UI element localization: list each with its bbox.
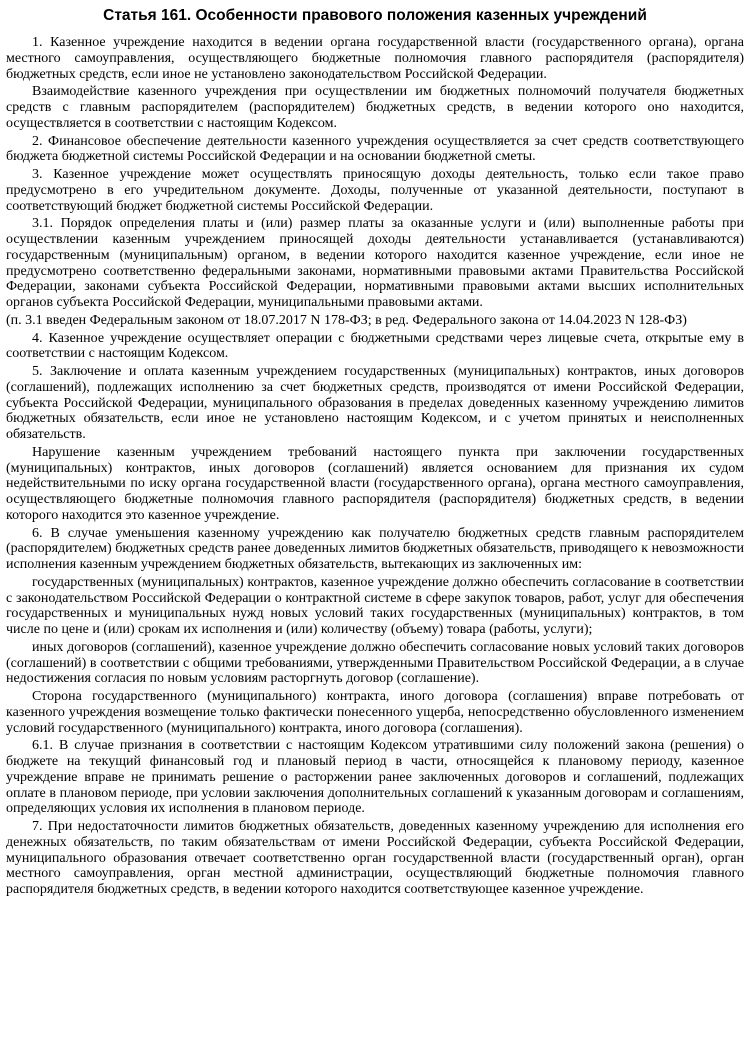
- paragraph-5-violation: Нарушение казенным учреждением требований настоящего пункта при заключении государственных (муниципальных) контрактов, иных договоров (соглашений) является основанием для признания их судом недействительными по иску органа государственной власти (государственного органа), органа местного самоуправления, осуществляющего бюджетные полномочия главного распорядителя (распорядителя) бюджетных средств, в ведении которого находится это казенное учреждение.: [6, 444, 744, 523]
- paragraph-6: 6. В случае уменьшения казенному учреждению как получателю бюджетных средств главным распорядителем (распорядителем) бюджетных средств ранее доведенных лимитов бюджетных обязательств, приводящего к невозможности исполнения казенным учреждением бюджетных обязательств, вытекающих из заключенных им:: [6, 525, 744, 572]
- paragraph-2: 2. Финансовое обеспечение деятельности казенного учреждения осуществляется за счет средств соответствующего бюджета бюджетной системы Российской Федерации и на основании бюджетной сметы.: [6, 133, 744, 165]
- article-body: [6, 35, 744, 898]
- paragraph-6-party: Сторона государственного (муниципального) контракта, иного договора (соглашения) вправе потребовать от казенного учреждения возмещение только фактически понесенного ущерба, непосредственно обусловленного изменением условий государственного (муниципального) контракта, иного договора (соглашения).: [6, 689, 744, 736]
- paragraph-1: 1. Казенное учреждение находится в ведении органа государственной власти (государственного органа), органа местного самоуправления, осуществляющего бюджетные полномочия главного распорядителя (распорядителя) бюджетных средств, если иное не установлено законодательством Российской Федерации.: [6, 35, 744, 82]
- paragraph-1-interaction: Взаимодействие казенного учреждения при осуществлении им бюджетных полномочий получателя бюджетных средств с главным распорядителем (распорядителем) бюджетных средств, в ведении которого оно находится, осуществляется в соответствии с настоящим Кодексом.: [6, 84, 744, 131]
- paragraph-3-1: 3.1. Порядок определения платы и (или) размер платы за оказанные услуги и (или) выполненные работы при осуществлении казенным учреждением приносящей доходы деятельности устанавливается (устанавливаются) государственным (муниципальным) органом, в ведении которого находится казенное учреждение, если иное не предусмотрено соответственно федеральными законами, нормативными правовыми актами Правительства Российской Федерации, законами субъекта Российской Федерации, нормативными правовыми актами высших исполнительных органов субъекта Российской Федерации, муниципальными правовыми актами.: [6, 216, 744, 310]
- paragraph-6-contracts: государственных (муниципальных) контрактов, казенное учреждение должно обеспечить согласование в соответствии с законодательством Российской Федерации о контрактной системе в сфере закупок товаров, работ, услуг для обеспечения государственных и муниципальных нужд новых условий таких государственных (муниципальных) контрактов, в том числе по цене и (или) срокам их исполнения и (или) количеству (объему) товара (работы, услуги);: [6, 574, 744, 637]
- article-title: Статья 161. Особенности правового положения казенных учреждений: [103, 7, 647, 24]
- paragraph-3: 3. Казенное учреждение может осуществлять приносящую доходы деятельность, только если такое право предусмотрено в его учредительном документе. Доходы, полученные от указанной деятельности, поступают в соответствующий бюджет бюджетной системы Российской Федерации.: [6, 167, 744, 214]
- paragraph-6-1: 6.1. В случае признания в соответствии с настоящим Кодексом утратившими силу положений закона (решения) о бюджете на текущий финансовый год и плановый период в части, относящейся к плановому периоду, казенное учреждение вправе не принимать решение о расторжении ранее заключенных договоров и соглашений, подлежащих оплате в плановом периоде, при условии заключения дополнительных соглашений к указанным договорам и соглашениям, определяющих условия их исполнения в плановом периоде.: [6, 738, 744, 817]
- paragraph-6-agreements: иных договоров (соглашений), казенное учреждение должно обеспечить согласование новых условий таких договоров (соглашений) в соответствии с общими требованиями, утвержденными Правительством Российской Федерации, а в случае недостижения согласия по новым условиям расторгнуть договор (соглашение).: [6, 639, 744, 687]
- paragraph-5: 5. Заключение и оплата казенным учреждением государственных (муниципальных) контрактов, иных договоров (соглашений), подлежащих исполнению за счет бюджетных средств, производятся от имени Российской Федерации, субъекта Российской Федерации, муниципального образования в пределах доведенных казенному учреждению лимитов бюджетных обязательств, если иное не установлено настоящим Кодексом, и с учетом принятых и неисполненных обязательств.: [6, 364, 744, 442]
- amendment-note: (п. 3.1 введен Федеральным законом от 18.07.2017 N 178-ФЗ; в ред. Федерального закона от 14.04.2023 N 128-ФЗ): [6, 312, 687, 328]
- paragraph-4: 4. Казенное учреждение осуществляет операции с бюджетными средствами через лицевые счета, открытые ему в соответствии с настоящим Кодексом.: [6, 330, 744, 362]
- paragraph-7: 7. При недостаточности лимитов бюджетных обязательств, доведенных казенному учреждению для исполнения его денежных обязательств, по таким обязательствам от имени Российской Федерации, субъекта Российской Федерации, муниципального образования отвечает соответственно орган государственной власти (государственный орган), орган местного самоуправления, орган местной администрации, осуществляющий бюджетные полномочия главного распорядителя бюджетных средств, в ведении которого находится соответствующее казенное учреждение.: [6, 819, 744, 897]
